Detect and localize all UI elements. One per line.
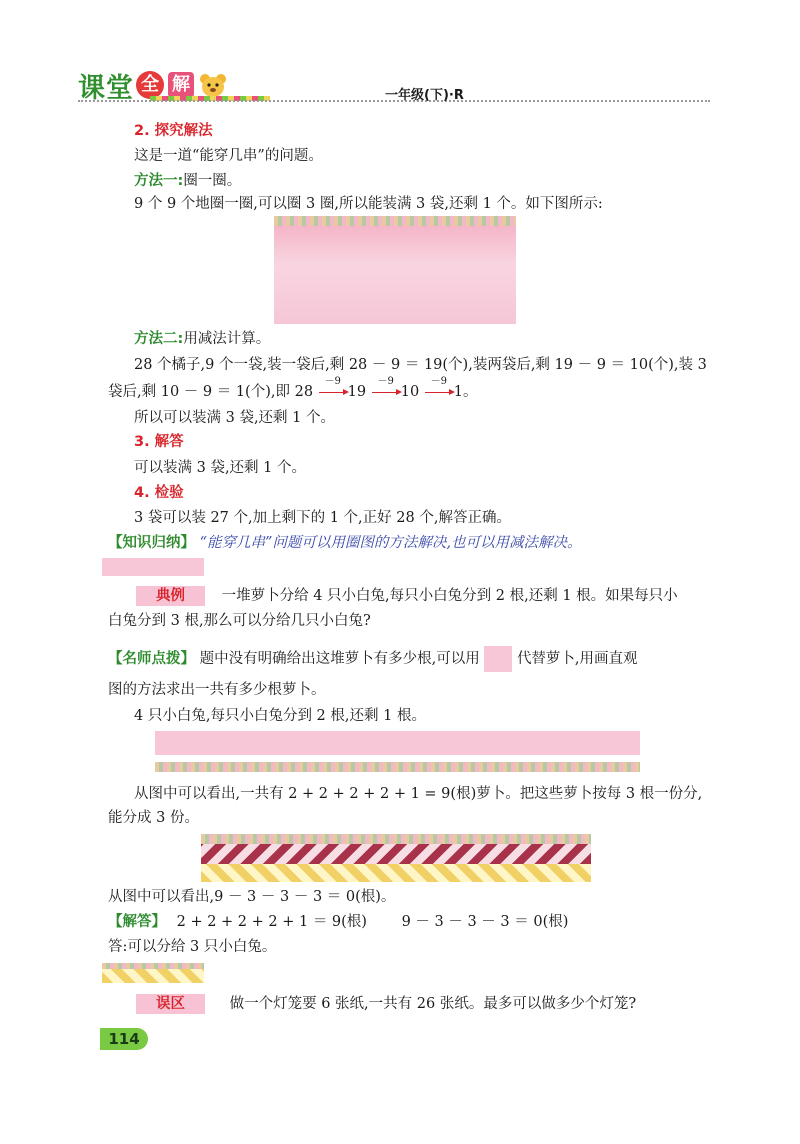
mistake-tag: 误区: [136, 994, 205, 1014]
mistake-text: 做一个灯笼要 6 张纸,一共有 26 张纸。最多可以做多少个灯笼?: [229, 996, 637, 1012]
answer-line: [108, 912, 568, 932]
method-label: 方法二:: [134, 331, 184, 347]
paragraph: 从图中可以看出,一共有 2 + 2 + 2 + 2 + 1 = 9(根)萝卜。把这些萝卜按每 3 根一份分,: [134, 786, 703, 802]
subtraction-chain: [108, 376, 478, 402]
logo-char: 解: [168, 72, 194, 98]
paragraph: 答:可以分给 3 只小白兔。: [108, 939, 277, 955]
rabbit-figure-band: [155, 762, 640, 772]
method-label: 方法一:: [134, 173, 184, 189]
chain-number: 1。: [453, 384, 478, 400]
section-title: 4. 检验: [134, 485, 184, 501]
answer-eq: 2 + 2 + 2 + 2 + 1 ＝ 9(根): [176, 914, 367, 930]
answer-label: 【解答】: [108, 914, 166, 930]
logo-char: 堂: [106, 72, 134, 104]
logo-char: 课: [78, 72, 106, 104]
tip-line: [108, 646, 638, 672]
paragraph: 9 个 9 个地圈一圈,可以圈 3 圈,所以能装满 3 袋,还剩 1 个。如下图所示:: [134, 196, 603, 212]
bear-icon: [198, 72, 228, 98]
circle-figure: [274, 216, 516, 324]
figure-band: [201, 834, 591, 844]
arrow-label: －9: [324, 376, 341, 387]
chain-number: 10: [400, 384, 420, 400]
arrow-icon: [371, 376, 401, 402]
paragraph: 从图中可以看出,9 － 3 － 3 － 3 ＝ 0(根)。: [108, 889, 396, 905]
section-title: 2. 探究解法: [134, 123, 213, 139]
figure-band: [274, 216, 516, 226]
arrow-label: －9: [430, 376, 447, 387]
method-one: [134, 171, 241, 191]
paragraph: 可以装满 3 袋,还剩 1 个。: [134, 460, 306, 476]
tip-label: 【名师点拨】: [108, 651, 195, 667]
example-text: 一堆萝卜分给 4 只小白兔,每只小白兔分到 2 根,还剩 1 根。如果每只小: [221, 588, 678, 604]
figure-band: [102, 969, 204, 983]
placeholder-box: [484, 646, 512, 672]
tip-text: 代替萝卜,用画直观: [516, 651, 638, 667]
paragraph: 能分成 3 份。: [108, 810, 199, 826]
chain-number: 19: [347, 384, 367, 400]
grade-label: 一年级(下)·R: [385, 88, 464, 103]
arrow-icon: [318, 376, 348, 402]
paragraph: 28 个橘子,9 个一袋,装一袋后,剩 28 － 9 ＝ 19(个),装两袋后,剩 19 － 9 ＝ 10(个),装 3: [134, 357, 707, 373]
paragraph: 4 只小白兔,每只小白兔分到 2 根,还剩 1 根。: [134, 708, 426, 724]
arrow-icon: [424, 376, 454, 402]
paragraph: 3 袋可以装 27 个,加上剩下的 1 个,正好 28 个,解答正确。: [134, 510, 511, 526]
figure-body: [274, 226, 516, 324]
paragraph: 所以可以装满 3 袋,还剩 1 个。: [134, 410, 335, 426]
rabbit-figure: [155, 731, 640, 755]
figure-band: [201, 844, 591, 864]
page-number: 114: [100, 1028, 148, 1050]
grouping-figure: [201, 834, 591, 882]
summary: [108, 533, 582, 553]
logo-char: 全: [136, 71, 164, 99]
tip-text: 题中没有明确给出这堆萝卜有多少根,可以用: [199, 651, 480, 667]
summary-text: “能穿几串”问题可以用圈图的方法解决,也可以用减法解决。: [199, 535, 582, 551]
method-two: [134, 329, 270, 349]
method-text: 用减法计算。: [183, 331, 271, 347]
paragraph: 图的方法求出一共有多少根萝卜。: [108, 682, 326, 698]
mistake-line: [136, 994, 636, 1014]
figure-band: [201, 864, 591, 882]
method-text: 圈一圈。: [183, 173, 242, 189]
answer-eq: 9 － 3 － 3 － 3 ＝ 0(根): [401, 914, 569, 930]
section-title: 3. 解答: [134, 434, 184, 450]
arrow-label: －9: [377, 376, 394, 387]
summary-label: 【知识归纳】: [108, 535, 195, 551]
paragraph: 这是一道“能穿几串”的问题。: [134, 148, 323, 164]
paragraph: 白兔分到 3 根,那么可以分给几只小白兔?: [108, 613, 371, 629]
example-tag: 典例: [136, 586, 205, 606]
decor-block: [102, 558, 204, 576]
example-line: [136, 586, 678, 606]
paragraph-text: 袋后,剩 10 － 9 ＝ 1(个),即 28: [108, 384, 314, 400]
decor-block: [102, 963, 204, 983]
